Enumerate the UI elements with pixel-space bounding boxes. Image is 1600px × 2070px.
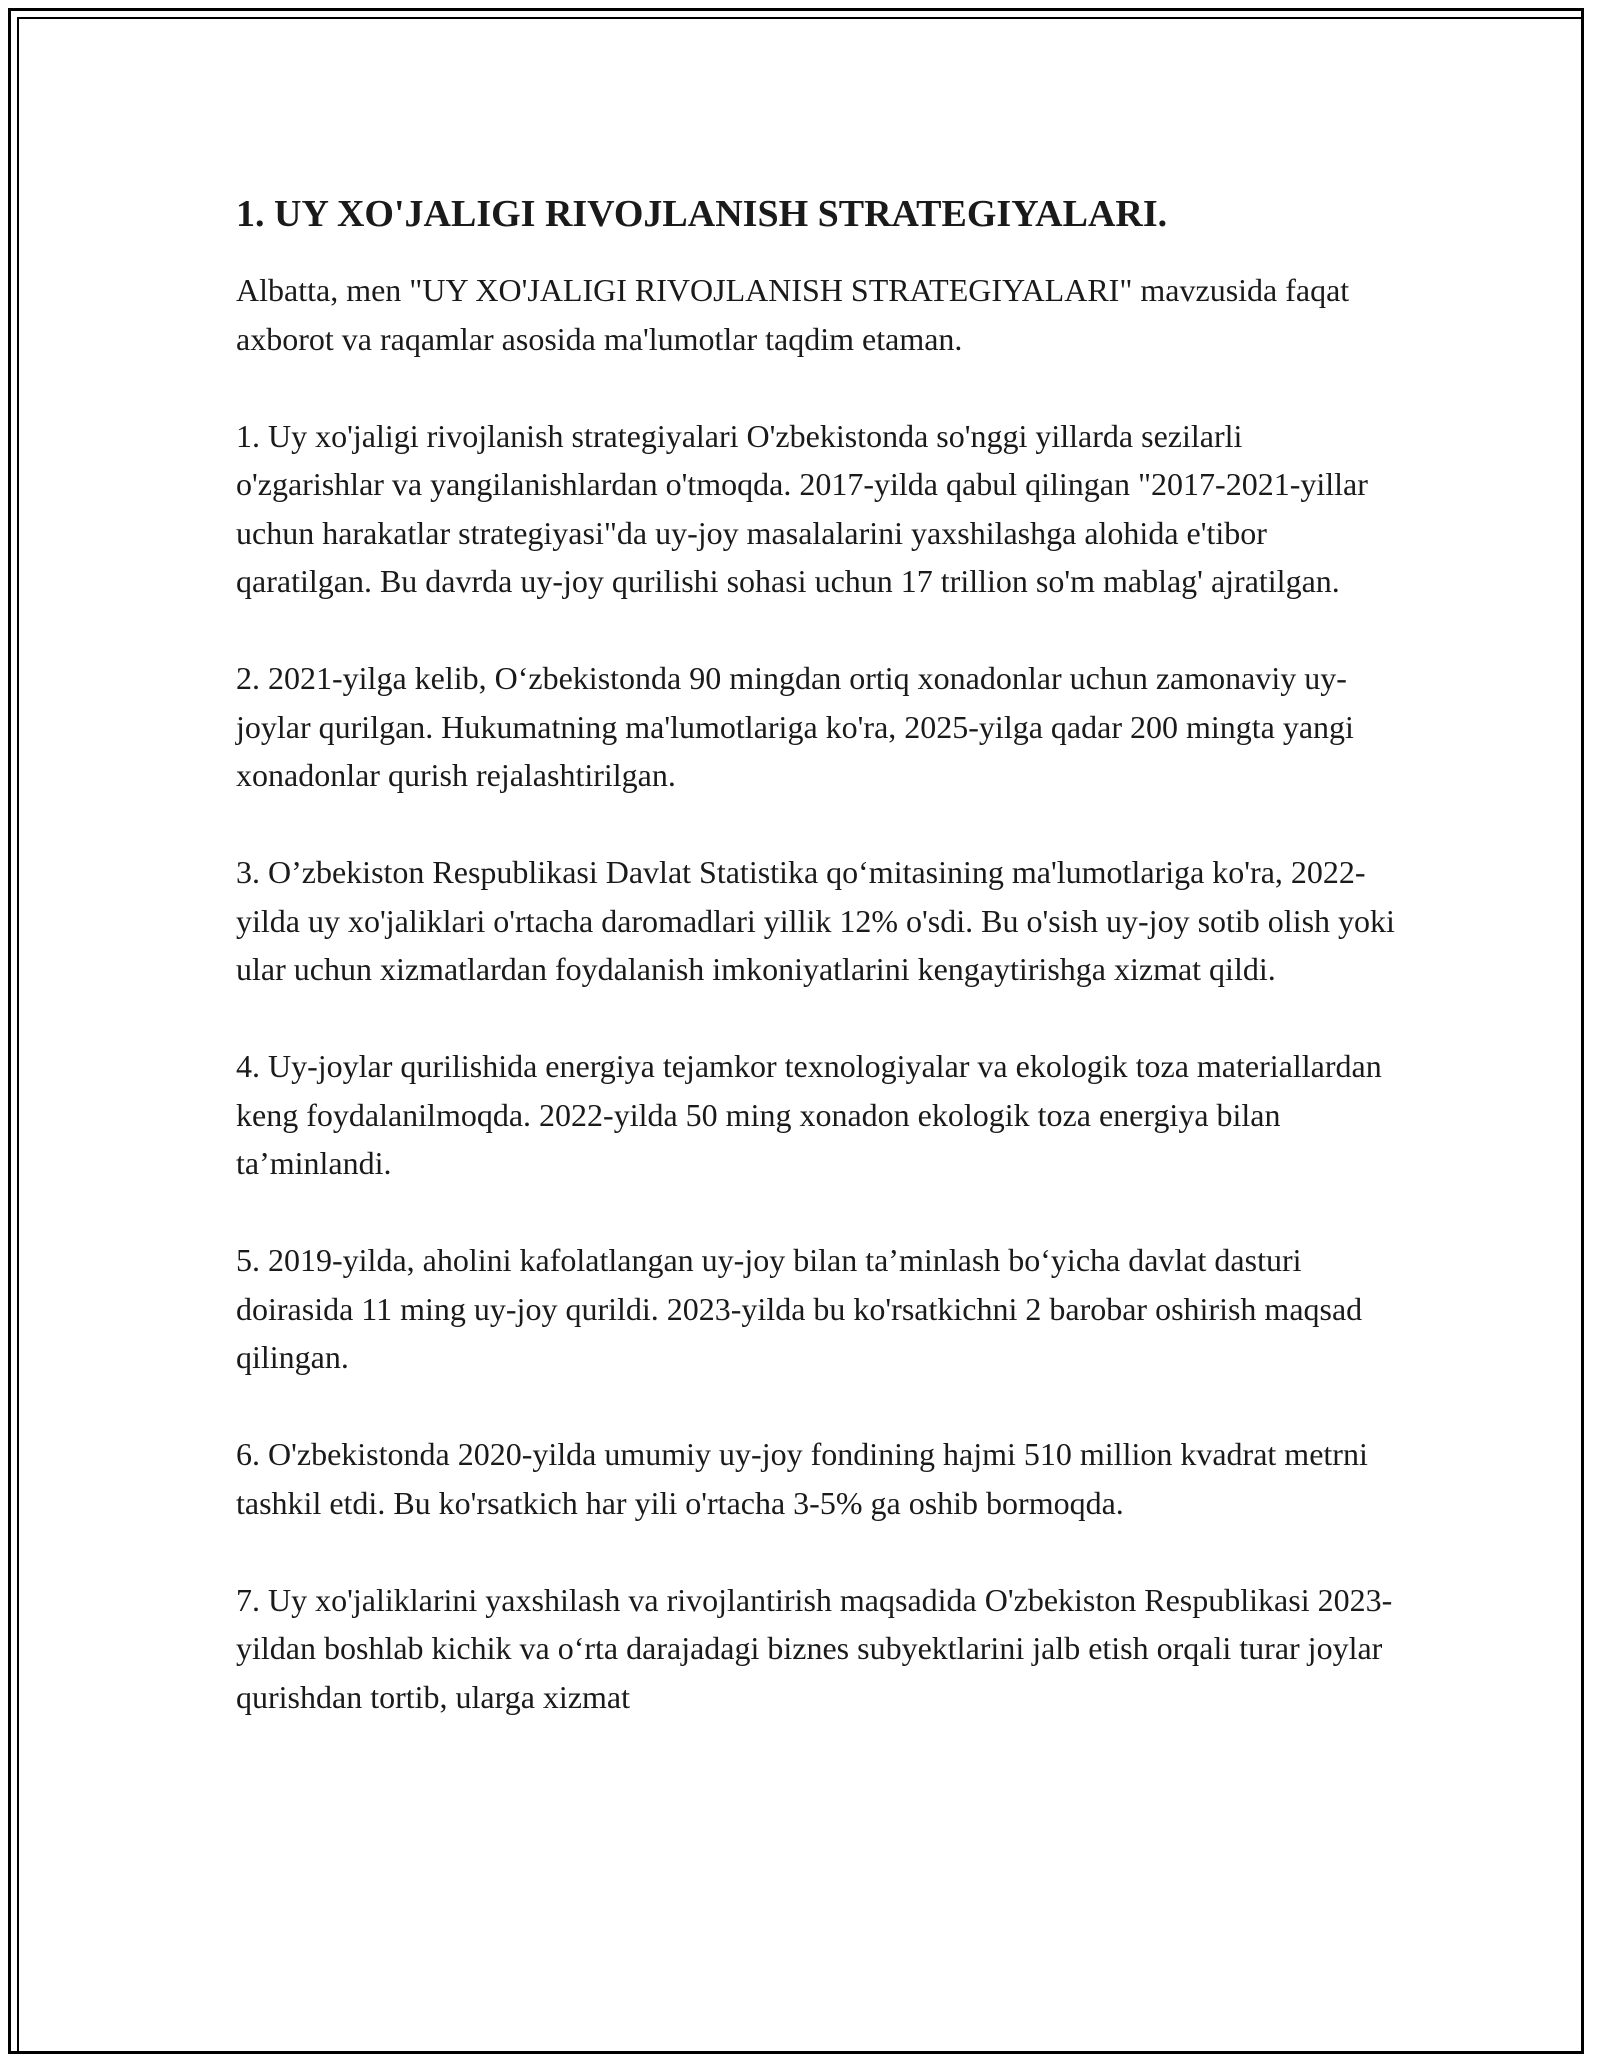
intro-paragraph: Albatta, men "UY XO'JALIGI RIVOJLANISH STRATEGIYALARI" mavzusida faqat axborot va raqamlar asosida ma'lumotlar taqdim etaman. [236,272,1350,357]
paragraph-4: 4. Uy-joylar qurilishida energiya tejamkor texnologiyalar va ekologik toza materiallardan keng foydalanilmoqda. 2022-yilda 50 ming xonadon ekologik toza energiya bilan ta’minlandi. [236,1048,1382,1181]
paragraph-6: 6. O'zbekistonda 2020-yilda umumiy uy-joy fondining hajmi 510 million kvadrat metrni tashkil etdi. Bu ko'rsatkich har yili o'rtacha 3-5% ga oshib bormoqda. [236,1436,1368,1521]
paragraph-7: 7. Uy xo'jaliklarini yaxshilash va rivojlantirish maqsadida O'zbekiston Respublikasi 2023-yildan boshlab kichik va o‘rta darajadagi biznes subyektlarini jalb etish orqali turar joylar qurishdan tortib, ularga xizmat [236,1581,1393,1715]
document-title: 1. UY XO'JALIGI RIVOJLANISH STRATEGIYALARI. [236,193,1168,235]
paragraph-2: 2. 2021-yilga kelib, O‘zbekistonda 90 mingdan ortiq xonadonlar uchun zamonaviy uy-joylar qurilgan. Hukumatning ma'lumotlariga ko'ra, 2025-yilga qadar 200 mingta yangi xonadonlar qurish rejalashtirilgan. [236,660,1354,793]
paragraph-5: 5. 2019-yilda, aholini kafolatlangan uy-joy bilan ta’minlash bo‘yicha davlat dasturi doirasida 11 ming uy-joy qurildi. 2023-yilda bu ko'rsatkichni 2 barobar oshirish maqsad qilingan. [236,1242,1363,1375]
paragraph-1: 1. Uy xo'jaligi rivojlanish strategiyalari O'zbekistonda so'nggi yillarda sezilarli o'zgarishlar va yangilanishlardan o'tmoqda. 2017-yilda qabul qilingan "2017-2021-yillar uchun harakatlar strategiyasi"da uy-joy masalalarini yaxshilashga alohida e'tibor qaratilgan. Bu davrda uy-joy qurilishi sohasi uchun 17 trillion so'm mablag' ajratilgan. [236,417,1368,599]
document-body [236,190,1396,1770]
paragraph-3: 3. O’zbekiston Respublikasi Davlat Statistika qo‘mitasining ma'lumotlariga ko'ra, 2022-yilda uy xo'jaliklari o'rtacha daromadlari yillik 12% o'sdi. Bu o'sish uy-joy sotib olish yoki ular uchun xizmatlardan foydalanish imkoniyatlarini kengaytirishga xizmat qildi. [236,854,1395,987]
